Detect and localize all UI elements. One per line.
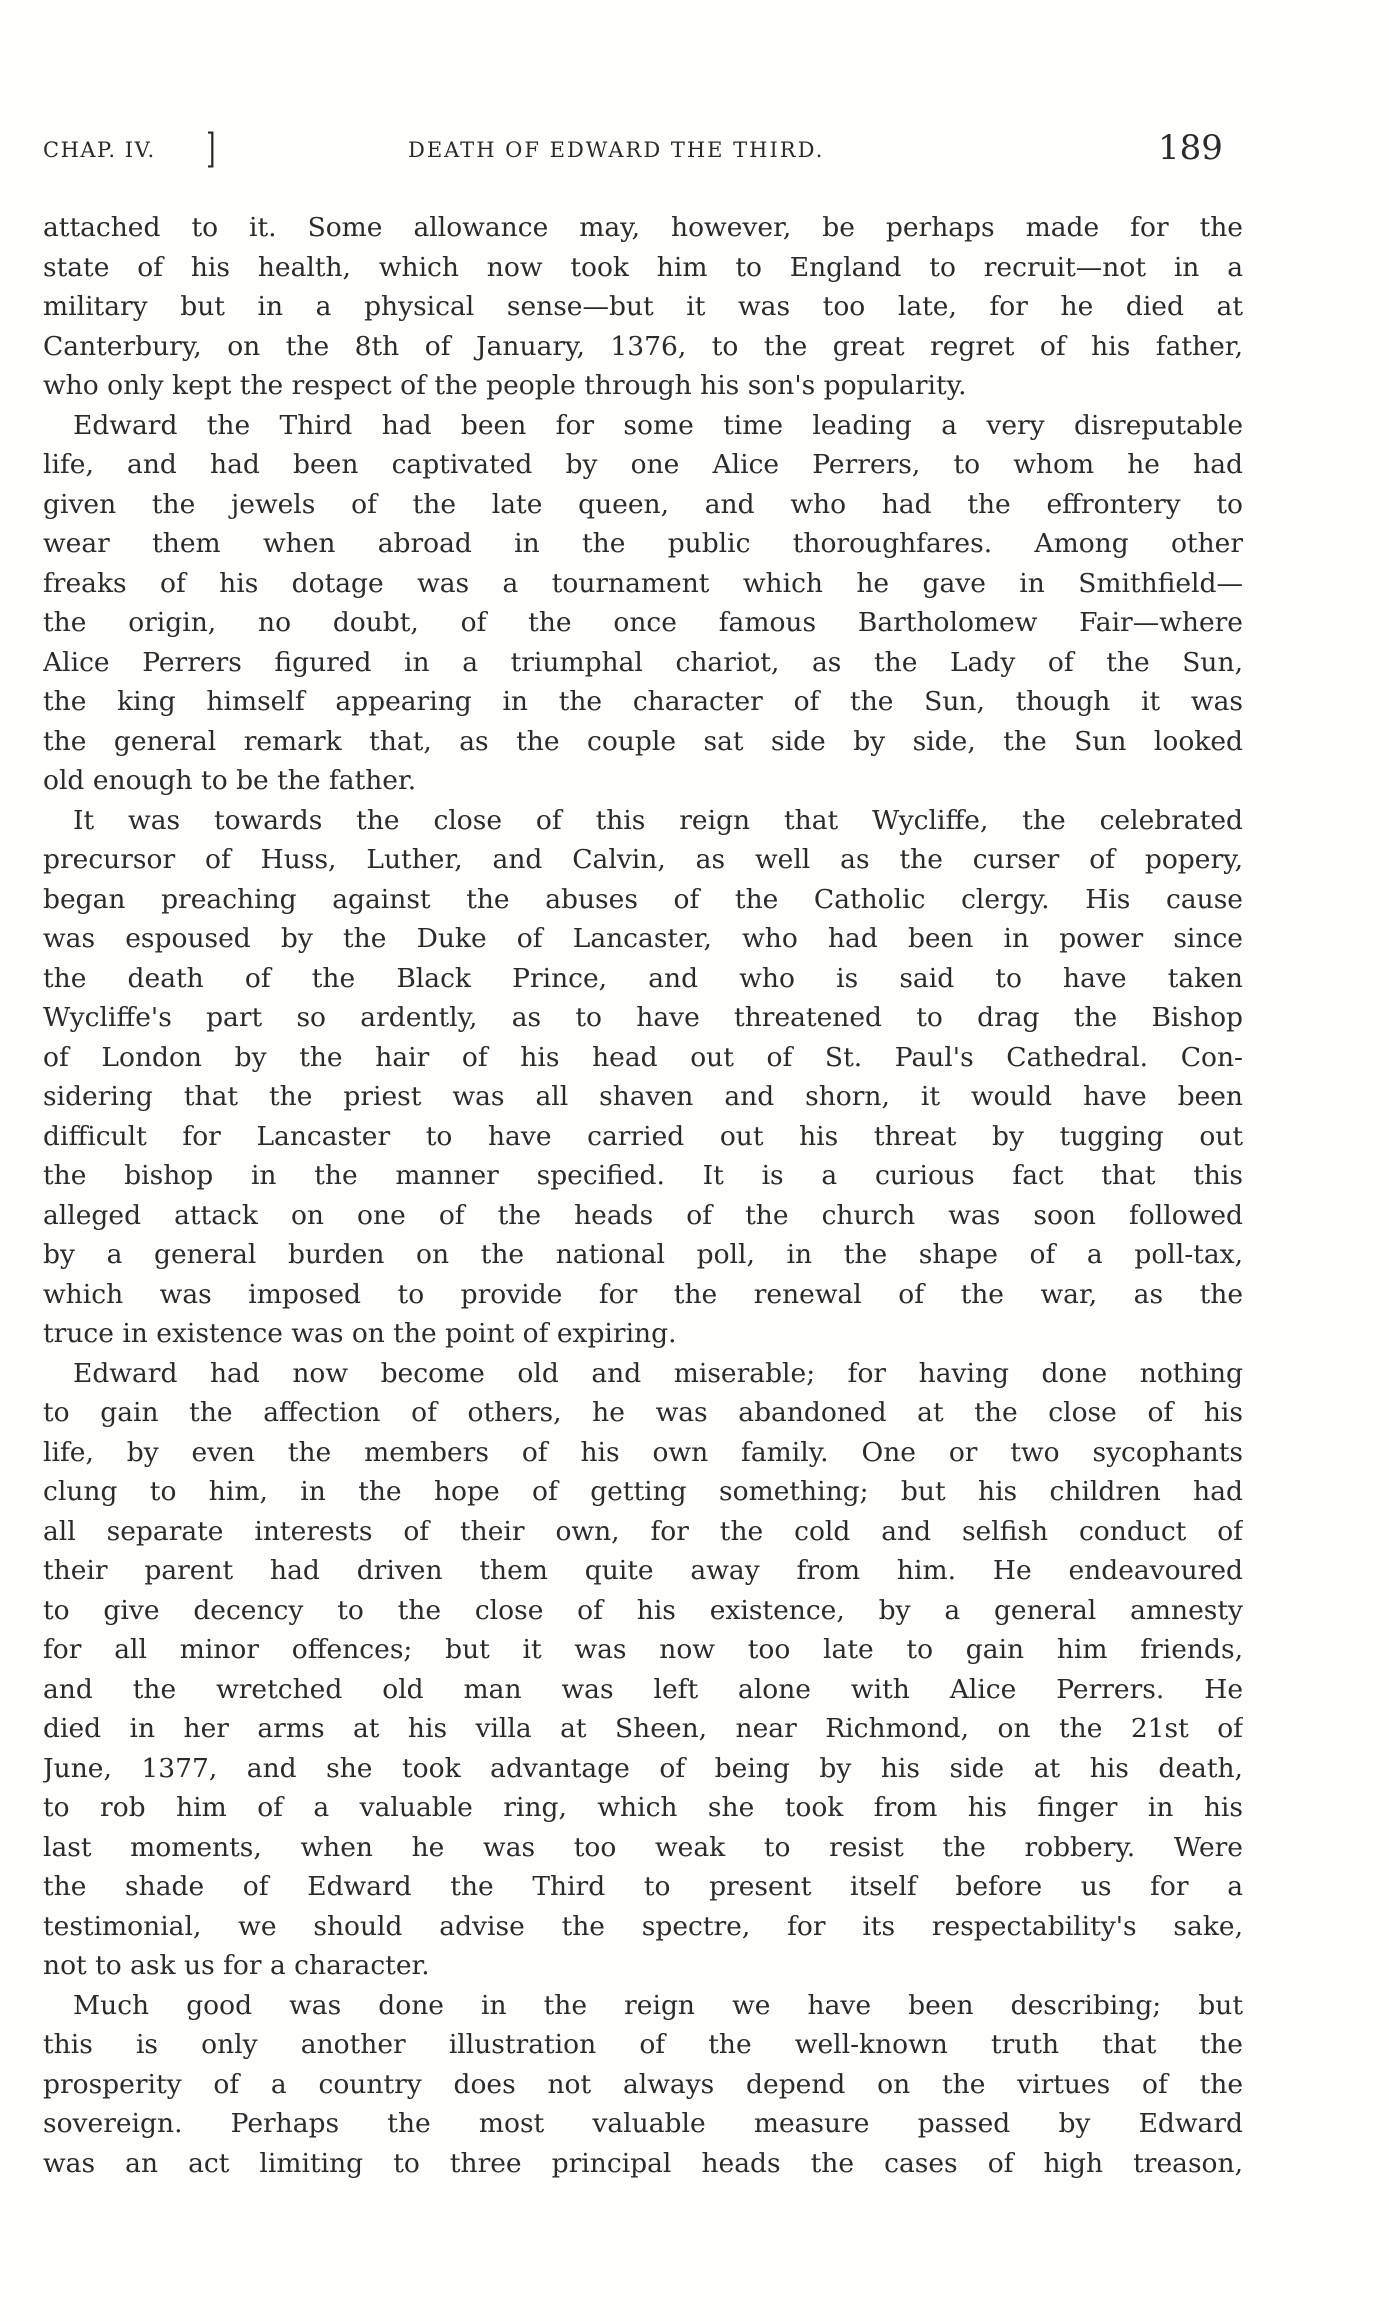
text-line: for all minor offences; but it was now too late to gain him friends, [43, 1634, 1243, 1665]
text-line: which was imposed to provide for the renewal of the war, as the [43, 1278, 1243, 1310]
text-line: given the jewels of the late queen, and who had the effrontery to [43, 488, 1243, 520]
text-line: the death of the Black Prince, and who is said to have taken [43, 962, 1243, 994]
text-line: June, 1377, and she took advantage of being by his side at his death, [43, 1752, 1243, 1784]
text-line: Canterbury, on the 8th of January, 1376, to the great regret of his father, [43, 330, 1243, 362]
text-line: their parent had driven them quite away from him. He endeavoured [43, 1555, 1243, 1586]
text-line: was an act limiting to three principal heads the cases of high treason, [43, 2147, 1243, 2179]
paragraph [43, 1354, 1243, 1986]
text-line: the bishop in the manner specified. It is a curious fact that this [43, 1160, 1243, 1191]
text-line: difficult for Lancaster to have carried out his threat by tugging out [43, 1120, 1243, 1152]
text-line: of London by the hair of his head out of St. Paul's Cathedral. Con- [43, 1041, 1243, 1073]
text-line: It was towards the close of this reign that Wycliffe, the celebrated [73, 804, 1243, 836]
text-line: all separate interests of their own, for the cold and selfish conduct of [43, 1515, 1243, 1547]
text-line: Alice Perrers figured in a triumphal chariot, as the Lady of the Sun, [43, 646, 1243, 678]
text-line: truce in existence was on the point of expiring. [43, 1318, 677, 1349]
text-line: state of his health, which now took him to England to recruit—not in a [43, 251, 1243, 283]
text-line: attached to it. Some allowance may, however, be perhaps made for the [43, 212, 1243, 243]
text-line: who only kept the respect of the people through his son's popularity. [43, 370, 967, 401]
text-line: Wycliffe's part so ardently, as to have threatened to drag the Bishop [43, 1002, 1243, 1033]
text-line: wear them when abroad in the public thoroughfares. Among other [43, 528, 1243, 559]
text-line: freaks of his dotage was a tournament which he gave in Smithfield— [43, 567, 1243, 599]
chapter-label: CHAP. IV. [43, 138, 156, 162]
text-line: last moments, when he was too weak to resist the robbery. Were [43, 1831, 1243, 1863]
text-line: died in her arms at his villa at Sheen, near Richmond, on the 21st of [43, 1713, 1243, 1744]
paragraph [43, 801, 1243, 1354]
text-line: was espoused by the Duke of Lancaster, who had been in power since [43, 923, 1243, 954]
text-line: prosperity of a country does not always depend on the virtues of the [43, 2068, 1243, 2100]
paragraph [43, 406, 1243, 801]
running-head [43, 128, 1243, 176]
text-line: began preaching against the abuses of the Catholic clergy. His cause [43, 883, 1243, 915]
paragraph [43, 1986, 1243, 2184]
text-line: military but in a physical sense—but it was too late, for he died at [43, 291, 1243, 322]
body-text [43, 208, 1243, 2183]
text-line: to rob him of a valuable ring, which she took from his finger in his [43, 1792, 1243, 1823]
text-line: this is only another illustration of the well-known truth that the [43, 2029, 1243, 2060]
text-line: by a general burden on the national poll, in the shape of a poll-tax, [43, 1239, 1243, 1270]
text-line: life, by even the members of his own family. One or two sycophants [43, 1436, 1243, 1468]
text-line: Much good was done in the reign we have been describing; but [73, 1989, 1243, 2021]
text-line: precursor of Huss, Luther, and Calvin, as well as the curser of popery, [43, 844, 1243, 875]
text-line: testimonial, we should advise the spectre, for its respectability's sake, [43, 1910, 1243, 1942]
page-number: 189 [1158, 128, 1223, 168]
text-line: and the wretched old man was left alone with Alice Perrers. He [43, 1673, 1243, 1705]
text-line: to give decency to the close of his existence, by a general amnesty [43, 1594, 1243, 1626]
text-line: Edward the Third had been for some time leading a very disreputable [73, 409, 1243, 441]
text-line: the king himself appearing in the character of the Sun, though it was [43, 686, 1243, 717]
text-line: life, and had been captivated by one Alice Perrers, to whom he had [43, 449, 1243, 480]
text-line: clung to him, in the hope of getting something; but his children had [43, 1476, 1243, 1507]
text-line: sovereign. Perhaps the most valuable measure passed by Edward [43, 2108, 1243, 2139]
text-line: alleged attack on one of the heads of the church was soon followed [43, 1199, 1243, 1231]
text-line: the general remark that, as the couple sat side by side, the Sun looked [43, 725, 1243, 757]
text-line: sidering that the priest was all shaven and shorn, it would have been [43, 1081, 1243, 1112]
text-line: the shade of Edward the Third to present itself before us for a [43, 1871, 1243, 1902]
text-line: the origin, no doubt, of the once famous Bartholomew Fair—where [43, 607, 1243, 638]
text-line: old enough to be the father. [43, 765, 417, 796]
header-bracket: ] [206, 126, 216, 172]
paragraph [43, 208, 1243, 406]
text-line: Edward had now become old and miserable; for having done nothing [73, 1357, 1243, 1389]
text-line: to gain the affection of others, he was abandoned at the close of his [43, 1397, 1243, 1428]
running-title: DEATH OF EDWARD THE THIRD. [408, 138, 825, 162]
text-line: not to ask us for a character. [43, 1950, 430, 1981]
